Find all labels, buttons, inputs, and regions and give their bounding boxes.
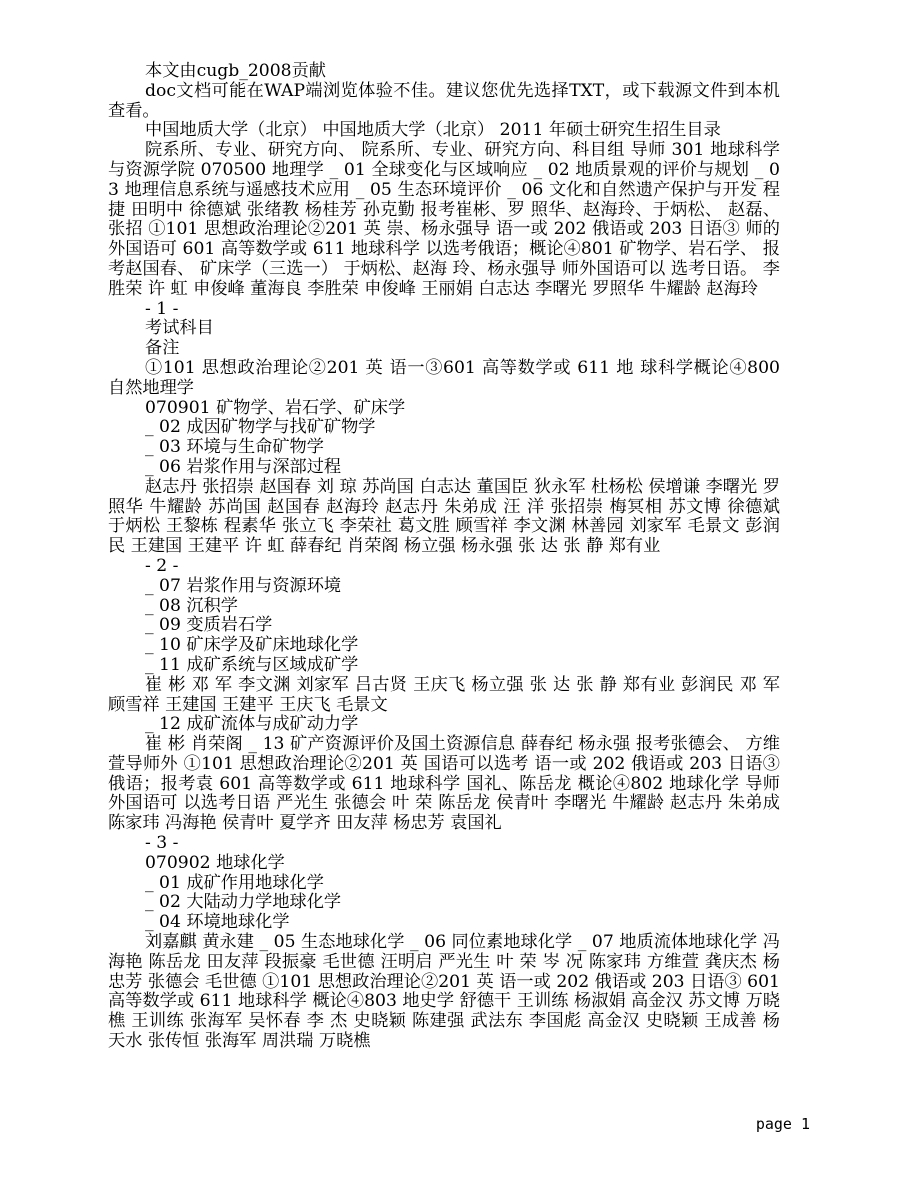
paragraph: _ 11 成矿系统与区域成矿学 [145, 654, 359, 675]
paragraph: _ 04 环境地球化学 [145, 912, 290, 933]
page-number: page 1 [755, 1115, 810, 1133]
paragraph: _ 10 矿床学及矿床地球化学 [145, 635, 359, 656]
paragraph: _ 01 成矿作用地球化学 [145, 872, 324, 893]
paragraph: _ 08 沉积学 [145, 595, 238, 616]
paragraph: 院系所、专业、研究方向、 院系所、专业、研究方向、科目组 导师 301 地球科学与资源学院 070500 地理学 _ 01 全球变化与区域响应 _ 02 地质景观的评价与规划 _ 03 地理信息系统与遥感技术应用 _ 05 生态环境评价 _ 06 文化和自然遗产保护与开发 程 捷 田明中 徐德斌 张绪教 杨桂芳 孙克勤 报考崔彬、罗 照华、赵海玲、于炳松、 赵磊、张招 ①101 思想政治理论②201 英 崇、杨永强导 语一或 202 俄语或 203 日语③ 师的外国语可 601 高等数学或 611 地球科学 以选考俄语；概论④801 矿物学、岩石学、 报考赵国春、 矿床学（三选一） 于炳松、赵海 玲、杨永强导 师外国语可以 选考日语。 李胜荣 许 虹 申俊峰 董海良 李胜荣 申俊峰 王丽娟 白志达 李曙光 罗照华 牛耀龄 赵海玲 [108, 140, 780, 299]
paragraph: 赵志丹 张招崇 赵国春 刘 琼 苏尚国 白志达 董国臣 狄永军 杜杨松 侯增谦 李曙光 罗照华 牛耀龄 苏尚国 赵国春 赵海玲 赵志丹 朱弟成 汪 洋 张招崇 梅冥相 苏文博 徐德斌 于炳松 王黎栋 程素华 张立飞 李荣社 葛文胜 顾雪祥 李文渊 林善园 刘家军 毛景文 彭润民 王建国 王建平 许 虹 薛春纪 肖荣阁 杨立强 杨永强 张 达 张 静 郑有业 [108, 476, 780, 557]
paragraph: 崔 彬 肖荣阁 _ 13 矿产资源评价及国土资源信息 薛春纪 杨永强 报考张德会、 方维萱导师外 ①101 思想政治理论②201 英 国语可以选考 语一或 202 俄语或 203 日语③ 俄语；报考袁 601 高等数学或 611 地球科学 国礼、陈岳龙 概论④802 地球化学 导师外国语可 以选考日语 严光生 张德会 叶 荣 陈岳龙 侯青叶 李曙光 牛耀龄 赵志丹 朱弟成 陈家玮 冯海艳 侯青叶 夏学齐 田友萍 杨忠芳 袁国礼 [108, 734, 780, 834]
wap-notice: doc文档可能在WAP端浏览体验不佳。建议您优先选择TXT，或下载源文件到本机查看。 [108, 80, 780, 121]
paragraph: 备注 [145, 338, 180, 359]
paragraph: 刘嘉麒 黄永建 _ 05 生态地球化学 _ 06 同位素地球化学 _ 07 地质流体地球化学 冯海艳 陈岳龙 田友萍 段振豪 毛世德 汪明启 严光生 叶 荣 岑 况 陈家玮 方维萱 龚庆杰 杨忠芳 张德会 毛世德 ①101 思想政治理论②201 英 语一或 202 俄语或 203 日语③ 601 高等数学或 611 地球科学 概论④803 地史学 舒德干 王训练 杨淑娟 高金汉 苏文博 万晓樵 王训练 张海军 吴怀春 李 杰 史晓颖 陈建强 武法东 李国彪 高金汉 史晓颖 王成善 杨天水 张传恒 张海军 周洪瑞 万晓樵 [108, 932, 780, 1052]
paragraph: _ 02 大陆动力学地球化学 [145, 892, 342, 913]
page-marker: - 1 - [145, 298, 179, 319]
paragraph: _ 03 环境与生命矿物学 [145, 437, 324, 458]
paragraph: 崔 彬 邓 军 李文渊 刘家军 吕古贤 王庆飞 杨立强 张 达 张 静 郑有业 彭润民 邓 军 顾雪祥 王建国 王建平 王庆飞 毛景文 [108, 674, 780, 715]
source-note: 本文由cugb_2008贡献 [145, 61, 326, 81]
paragraph: _ 06 岩浆作用与深部过程 [145, 456, 342, 477]
paragraph: 考试科目 [145, 318, 214, 339]
page-marker: - 2 - [145, 555, 179, 576]
paragraph: _ 02 成因矿物学与找矿矿物学 [145, 417, 376, 438]
document-title: 中国地质大学（北京） 中国地质大学（北京） 2011 年硕士研究生招生目录 [145, 120, 721, 141]
paragraph: 070902 地球化学 [145, 852, 285, 873]
paragraph: _ 09 变质岩石学 [145, 615, 273, 636]
paragraph: 070901 矿物学、岩石学、矿床学 [145, 397, 406, 418]
page-marker: - 3 - [145, 833, 179, 854]
paragraph: _ 12 成矿流体与成矿动力学 [145, 714, 359, 735]
document-body [108, 62, 780, 1052]
paragraph: _ 07 岩浆作用与资源环境 [145, 575, 342, 596]
paragraph: ①101 思想政治理论②201 英 语一③601 高等数学或 611 地 球科学概论④800 自然地理学 [108, 357, 780, 398]
